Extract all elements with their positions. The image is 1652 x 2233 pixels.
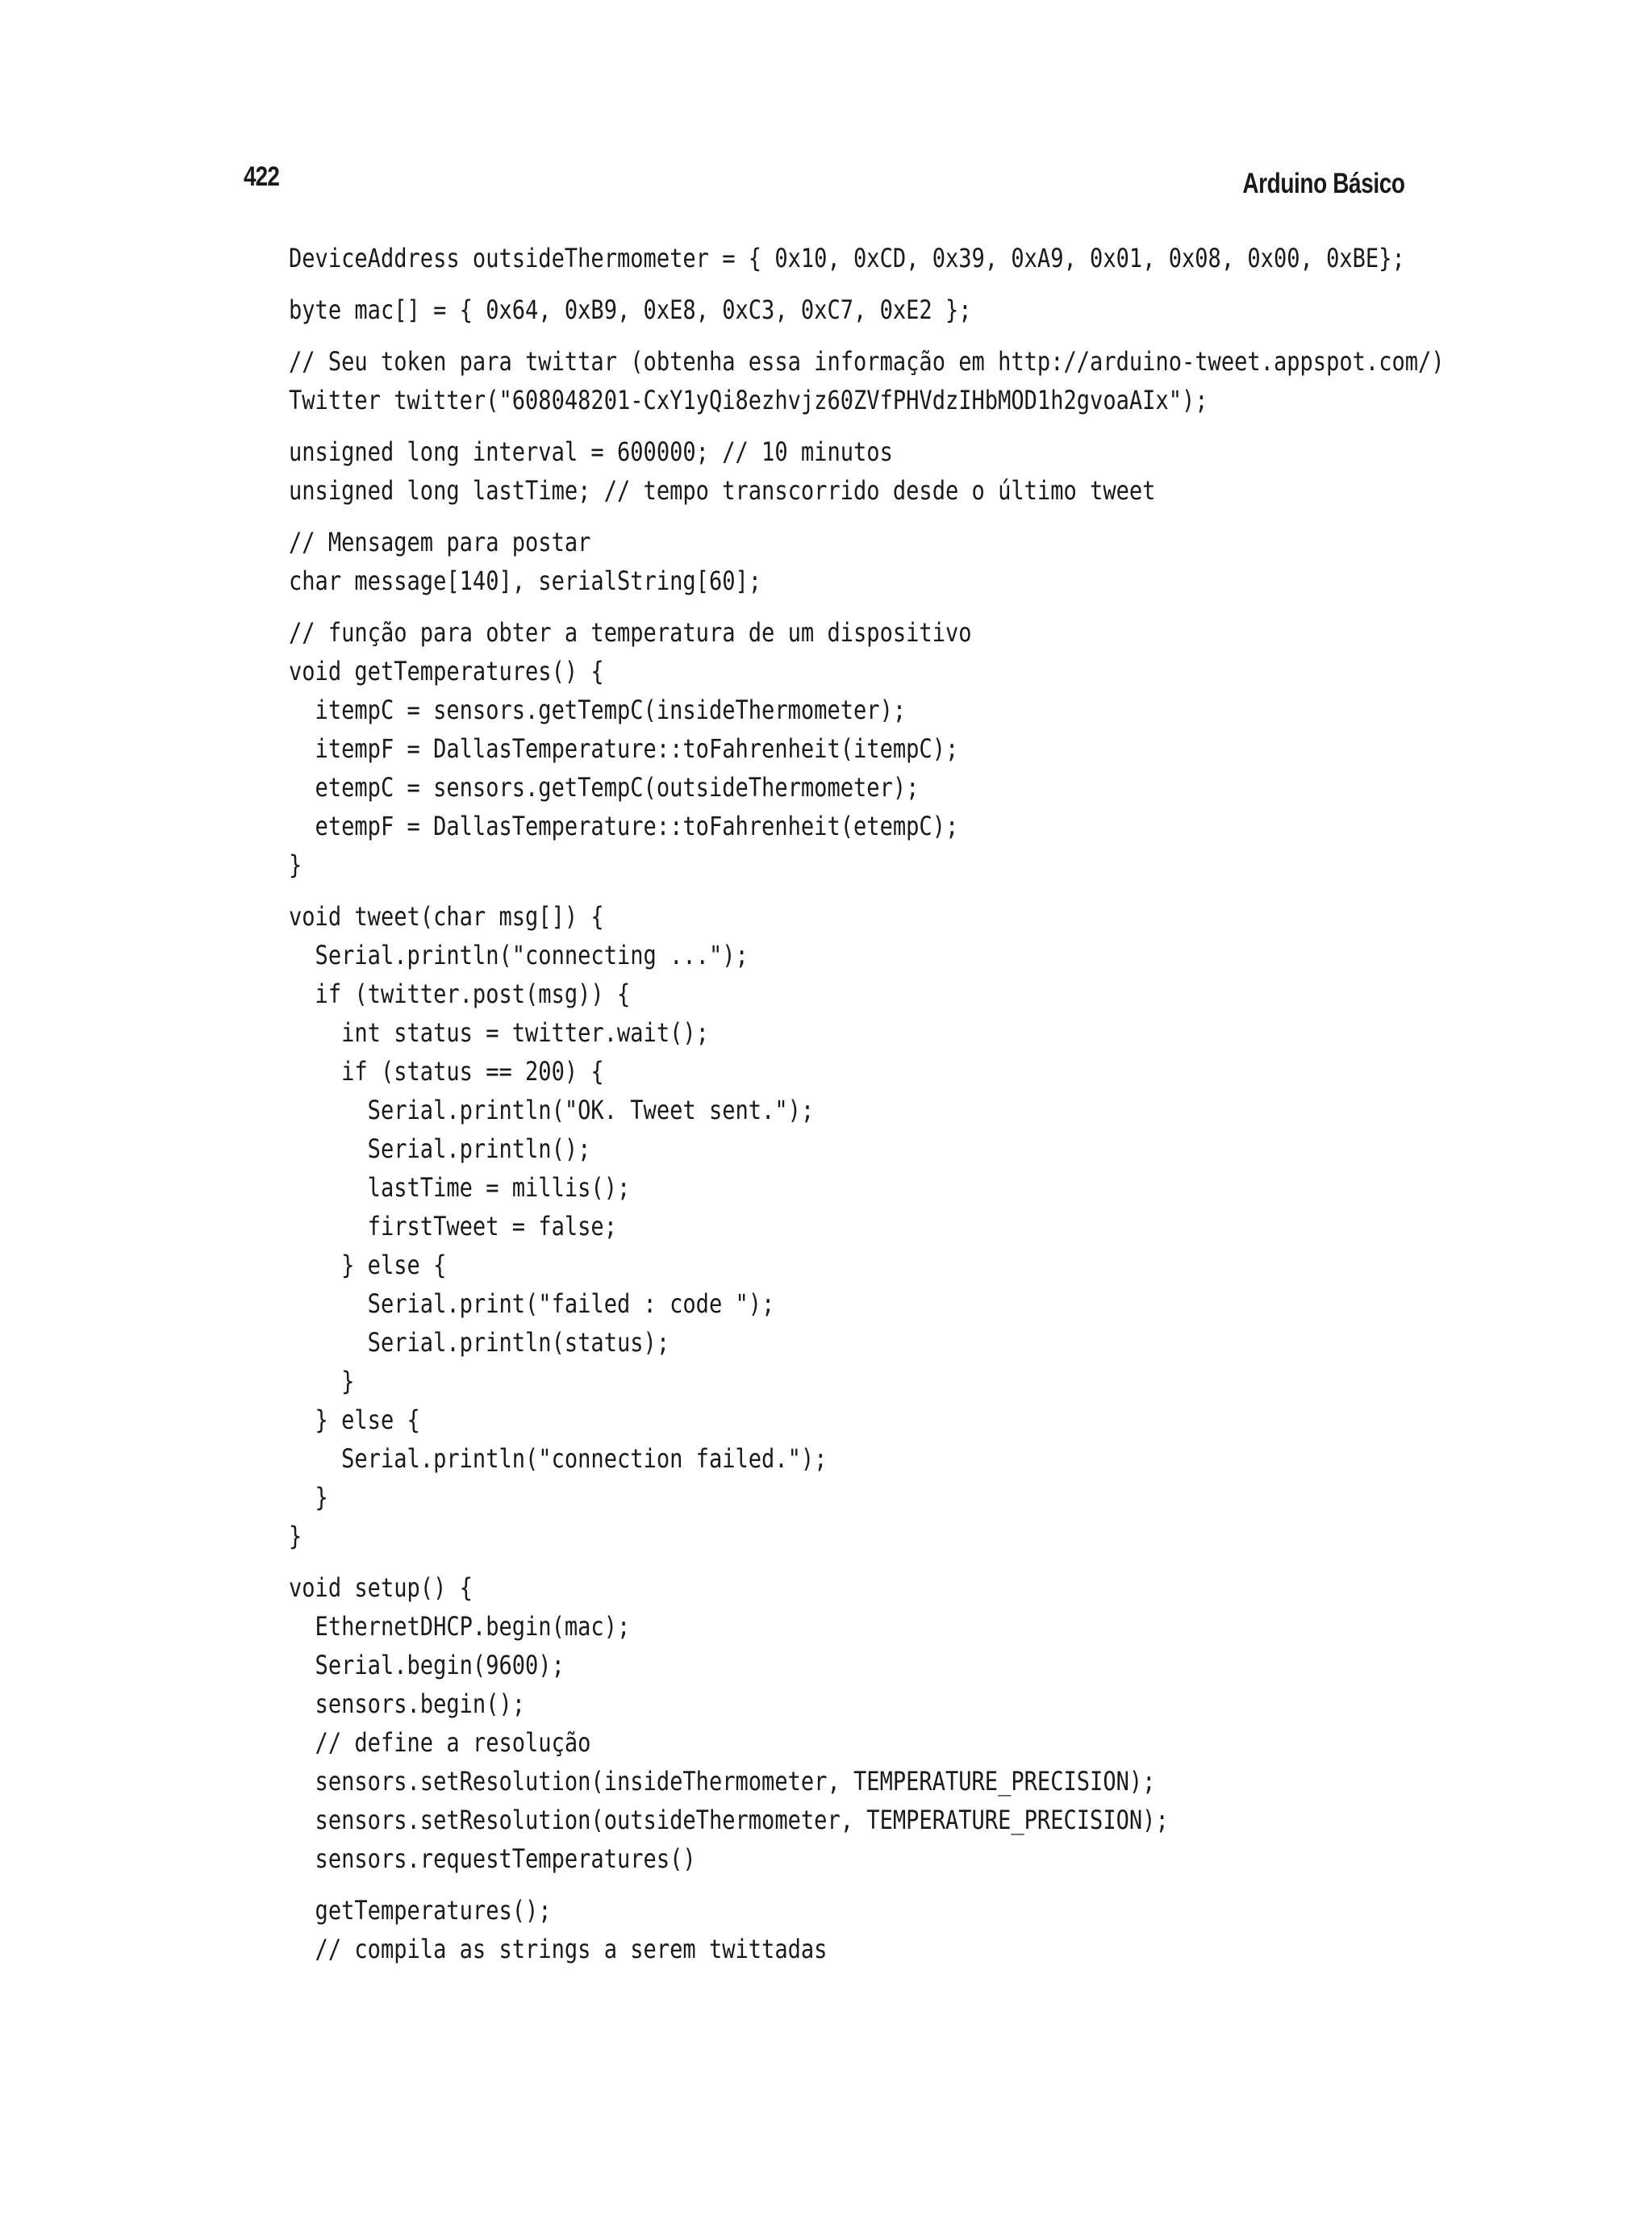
code-line: } [289, 1366, 355, 1396]
code-line: Serial.println("OK. Tweet sent."); [289, 1095, 815, 1125]
code-line: byte mac[] = { 0x64, 0xB9, 0xE8, 0xC3, 0xC7, 0xE2 }; [289, 294, 972, 325]
code-line: DeviceAddress outsideThermometer = { 0x10, 0xCD, 0x39, 0xA9, 0x01, 0x08, 0x00, 0xBE}; [289, 243, 1405, 273]
code-block [289, 1568, 1652, 1878]
code-line: if (status == 200) { [289, 1056, 604, 1087]
code-line: } [289, 1482, 328, 1513]
code-line: Serial.println("connecting ..."); [289, 940, 749, 970]
code-line: } [289, 1521, 302, 1551]
code-block [289, 1891, 1652, 1968]
code-line: etempC = sensors.getTempC(outsideThermometer); [289, 772, 920, 803]
code-line: Serial.print("failed : code "); [289, 1288, 775, 1319]
code-line: EthernetDHCP.begin(mac); [289, 1611, 631, 1642]
code-line: if (twitter.post(msg)) { [289, 979, 631, 1009]
code-line: etempF = DallasTemperature::toFahrenheit(etempC); [289, 811, 959, 841]
code-line: getTemperatures(); [289, 1895, 552, 1926]
code-line: sensors.requestTemperatures() [289, 1843, 696, 1874]
code-line: Twitter twitter("608048201-CxY1yQi8ezhvjz60ZVfPHVdzIHbMOD1h2gvoaAIx"); [289, 385, 1208, 415]
code-line: unsigned long lastTime; // tempo transcorrido desde o último tweet [289, 475, 1156, 506]
code-line: void tweet(char msg[]) { [289, 901, 604, 932]
code-block [289, 290, 1652, 329]
code-line: itempC = sensors.getTempC(insideThermometer); [289, 695, 907, 725]
code-line: // Seu token para twittar (obtenha essa informação em http://arduino-tweet.appspot.com/) [289, 346, 1445, 377]
code-line: int status = twitter.wait(); [289, 1017, 709, 1048]
code-line: Serial.begin(9600); [289, 1650, 565, 1680]
running-head-book-title: Arduino Básico [1242, 168, 1405, 199]
code-block [289, 432, 1652, 510]
code-line: void getTemperatures() { [289, 656, 604, 687]
code-line: sensors.setResolution(insideThermometer, TEMPERATURE_PRECISION); [289, 1766, 1156, 1797]
code-block [289, 523, 1652, 600]
code-line: unsigned long interval = 600000; // 10 minutos [289, 436, 893, 467]
code-block [289, 239, 1652, 278]
code-line: sensors.begin(); [289, 1688, 526, 1719]
code-line: Serial.println(); [289, 1133, 591, 1164]
page-number: 422 [244, 161, 280, 192]
code-line: // compila as strings a serem twittadas [289, 1934, 828, 1964]
code-block [289, 897, 1652, 1555]
code-line: firstTweet = false; [289, 1211, 617, 1242]
code-line: itempF = DallasTemperature::toFahrenheit(itempC); [289, 733, 959, 764]
code-line: } [289, 849, 302, 880]
code-line: } else { [289, 1404, 420, 1435]
code-line: void setup() { [289, 1572, 473, 1603]
code-line: Serial.println("connection failed."); [289, 1443, 828, 1474]
code-line: // define a resolução [289, 1727, 591, 1758]
code-line: Serial.println(status); [289, 1327, 670, 1358]
code-line: sensors.setResolution(outsideThermometer, TEMPERATURE_PRECISION); [289, 1805, 1169, 1835]
code-block [289, 342, 1652, 419]
code-listing [289, 239, 1652, 1981]
code-line: // função para obter a temperatura de um dispositivo [289, 617, 972, 648]
code-line: lastTime = millis(); [289, 1172, 631, 1203]
code-line: } else { [289, 1250, 447, 1280]
code-line: char message[140], serialString[60]; [289, 566, 762, 596]
code-line: // Mensagem para postar [289, 527, 591, 557]
code-block [289, 613, 1652, 884]
